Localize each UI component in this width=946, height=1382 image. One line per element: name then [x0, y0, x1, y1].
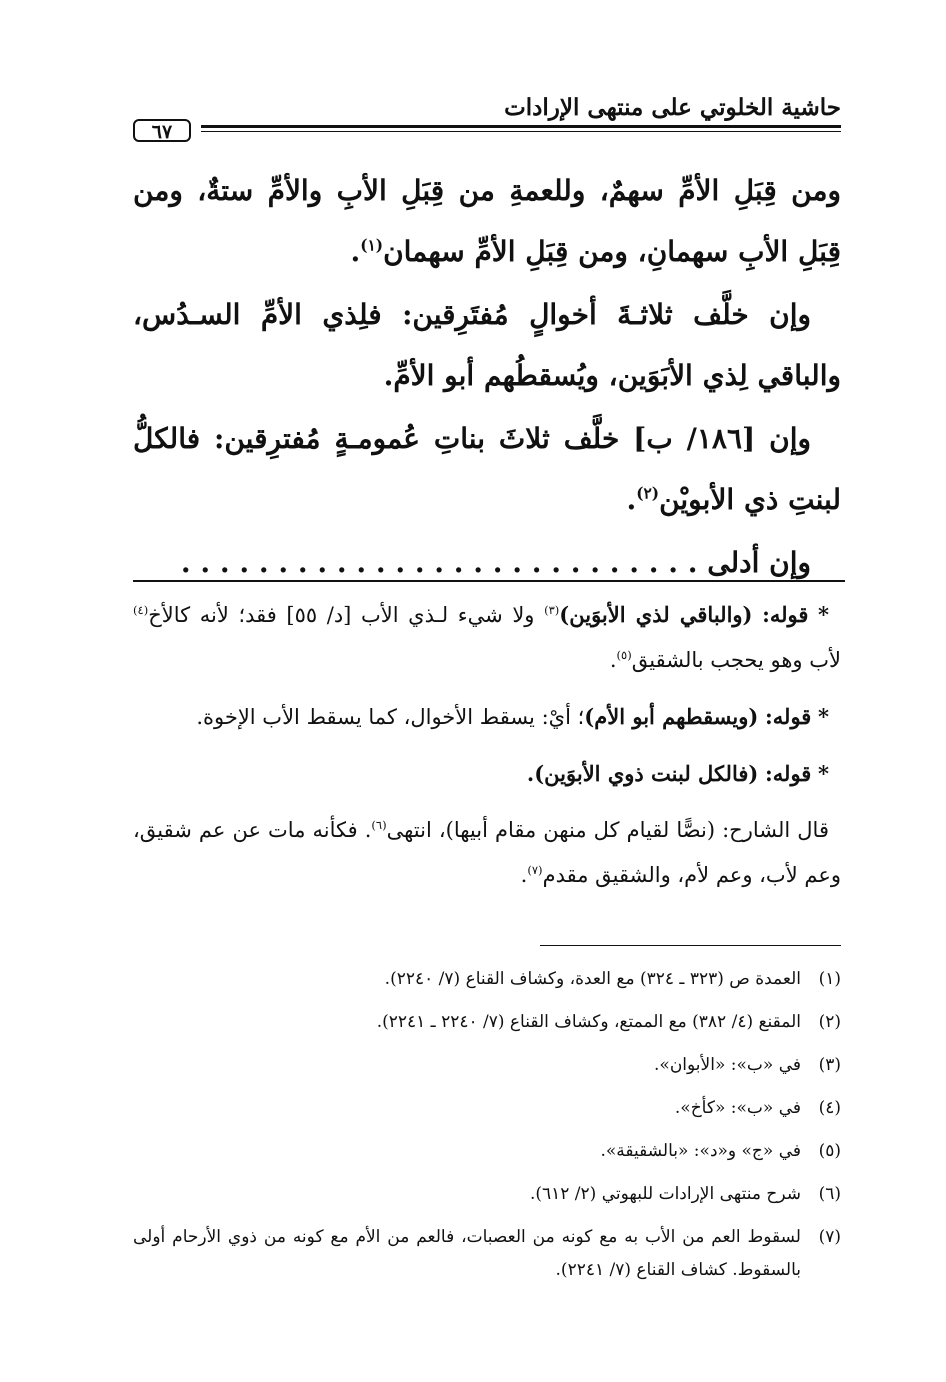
main-paragraph-4-text: وإن أدلى [707, 546, 811, 579]
footnote [133, 1049, 841, 1082]
commentary-text: لأب وهو يحجب بالشقيق [631, 648, 841, 672]
commentary-text: ؛ أيْ: يسقط الأخوال، كما يسقط الأب الإخوة. [196, 705, 585, 729]
footnote-ref-7: (٧) [527, 863, 543, 877]
footnote [133, 1221, 841, 1287]
commentary-entry-1: * قوله: (والباقي لذي الأبوَين)$^{(٣)}$ ولا شيء لـذي الأب [د/ ٥٥] فقد؛ لأنه كالأخ$^{(٤)}$ لأب وهو يحجب بالشقيق$^{(٥)}$. [133, 602, 841, 672]
footnote-number: (٦) [818, 1184, 841, 1204]
footnote [133, 1135, 841, 1168]
footnote-text: في «ج» و«د»: «بالشقيقة». [600, 1141, 801, 1161]
footnote [133, 963, 841, 996]
commentary [133, 592, 841, 909]
main-text [133, 160, 841, 595]
commentary-label: قوله: [765, 761, 812, 786]
footnote-text: في «ب»: «كأخ». [674, 1098, 801, 1118]
bullet-star: * [818, 761, 829, 786]
main-paragraph-3-text: وإن [١٨٦/ ب] خلَّف ثلاثَ بناتِ عُمومـةٍ مُفترِقين: فالكلُّ لبنتِ ذي الأبويْن [133, 422, 841, 516]
commentary-text: قال الشارح: (نصًّا لقيام كل منهن مقام أبيها)، انتهى [386, 818, 829, 842]
footnotes [133, 963, 841, 1297]
footnote-number: (٤) [818, 1098, 841, 1118]
page-number: ٦٧ [133, 119, 191, 142]
main-paragraph-3: وإن [١٨٦/ ب] خلَّف ثلاثَ بناتِ عُمومـةٍ مُفترِقين: فالكلُّ لبنتِ ذي الأبويْن$^{(٢)}$. [133, 422, 841, 516]
commentary-entry-2 [133, 694, 841, 740]
page-header [133, 92, 841, 142]
footnote-divider [540, 945, 841, 946]
main-paragraph-2: وإن خلَّف ثلاثـةَ أخوالٍ مُفتَرِقين: فلِذي الأمِّ السـدُس، والباقي لِذي الأبَوَين، ويُسقطُهم أبو الأمِّ. [133, 298, 841, 392]
commentary-quote: (ويسقطهم أبو الأم) [584, 704, 759, 729]
footnote [133, 1006, 841, 1039]
header-rule [201, 125, 841, 128]
footnote-text: في «ب»: «الأبوان». [654, 1055, 801, 1075]
bullet-star: * [818, 602, 829, 627]
footnote-number: (٢) [818, 1012, 841, 1032]
commentary-quote: (فالكل لبنت ذوي الأبوَين). [526, 761, 759, 786]
footnote-ref-3: (٣) [544, 603, 560, 617]
footnote-text: لسقوط العم من الأب به مع كونه من العصبات، فالعم من الأم مع كونه من ذوي الأرحام أولى بالسقوط. كشاف القناع (٧/ ٢٢٤١). [133, 1227, 801, 1280]
running-title: حاشية الخلوتي على منتهى الإرادات [504, 94, 841, 121]
main-paragraph-4 [133, 532, 841, 593]
footnote-text: العمدة ص (٣٢٣ ـ ٣٢٤) مع العدة، وكشاف القناع (٧/ ٢٢٤٠). [384, 969, 801, 989]
footnote-ref-4: (٤) [133, 603, 149, 617]
bullet-star: * [818, 704, 829, 729]
commentary-text: . فكأنه مات عن عم شقيق، وعم لأب، وعم لأم، والشقيق مقدم [133, 818, 841, 887]
footnote-number: (١) [818, 969, 841, 989]
header-rule-thin [201, 131, 841, 132]
footnote [133, 1178, 841, 1211]
commentary-label: قوله: [762, 602, 809, 627]
section-divider [133, 580, 845, 582]
commentary-text: ولا شيء لـذي الأب [د/ ٥٥] فقد؛ لأنه كالأخ [148, 603, 535, 627]
footnote-ref-1: (١) [360, 236, 384, 255]
main-paragraph-1: ومن قِبَلِ الأمِّ سهمٌ، وللعمةِ من قِبَلِ الأبِ والأمِّ ستةٌ، ومن قِبَلِ الأبِ سهمانِ، ومن قِبَلِ الأمِّ سهمان$^{(١)}$. [133, 174, 841, 268]
footnote-ref-6: (٦) [371, 818, 387, 832]
commentary-label: قوله: [765, 704, 812, 729]
footnote-ref-5: (٥) [616, 648, 632, 662]
footnote-number: (٥) [818, 1141, 841, 1161]
footnote-ref-2: (٢) [636, 484, 660, 503]
footnote-text: المقنع (٤/ ٣٨٢) مع الممتع، وكشاف القناع (٧/ ٢٢٤٠ ـ ٢٢٤١). [376, 1012, 801, 1032]
footnote-number: (٣) [818, 1055, 841, 1075]
footnote-text: شرح منتهى الإرادات للبهوتي (٢/ ٦١٢). [529, 1184, 801, 1204]
commentary-quote: (والباقي لذي الأبوَين) [559, 602, 753, 627]
commentary-entry-4: قال الشارح: (نصًّا لقيام كل منهن مقام أبيها)، انتهى$^{(٦)}$. فكأنه مات عن عم شقيق، وعم لأب، وعم لأم، والشقيق مقدم$^{(٧)}$. [133, 818, 841, 887]
footnote-number: (٧) [818, 1227, 841, 1247]
footnote [133, 1092, 841, 1125]
commentary-entry-3 [133, 751, 841, 797]
main-paragraph-1-text: ومن قِبَلِ الأمِّ سهمٌ، وللعمةِ من قِبَلِ الأبِ والأمِّ ستةٌ، ومن قِبَلِ الأبِ سهمانِ، ومن قِبَلِ الأمِّ سهمان [133, 174, 841, 268]
continuation-dots: . . . . . . . . . . . . . . . . . . . . . . . . . . . [180, 546, 698, 579]
